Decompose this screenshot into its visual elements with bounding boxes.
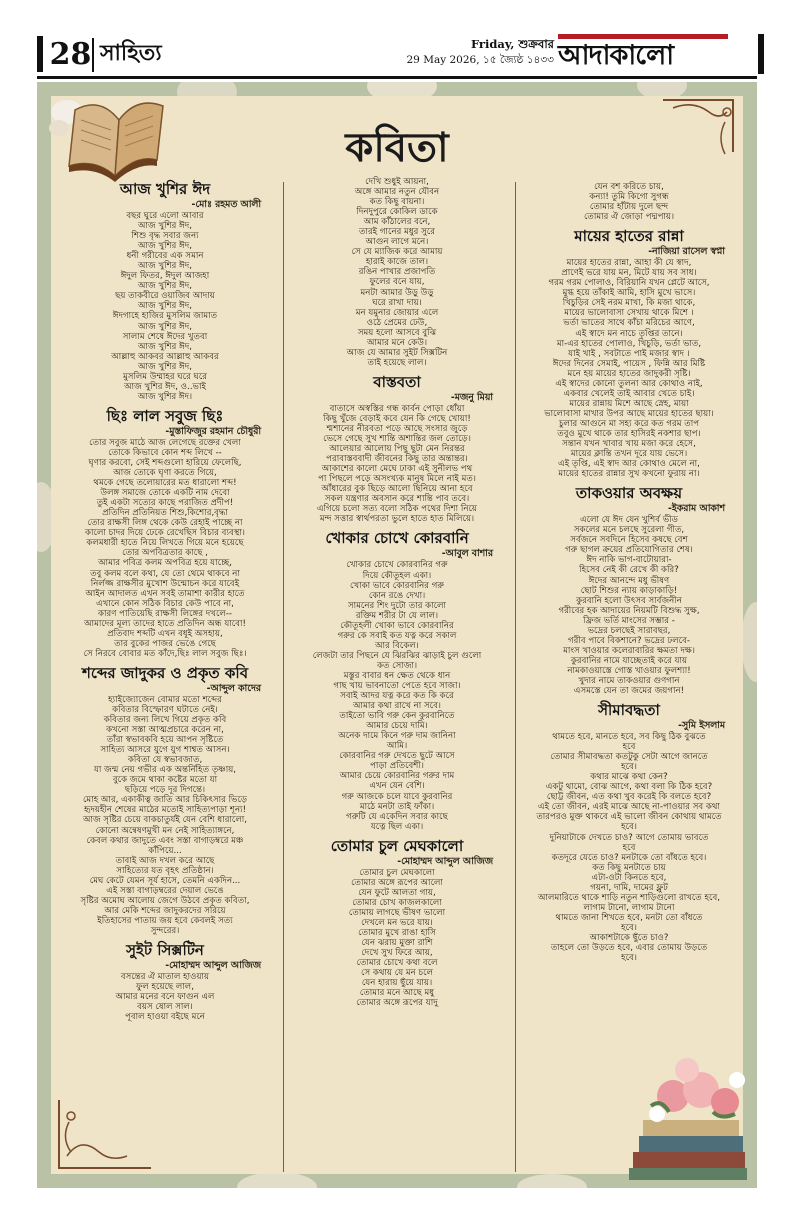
- poem-line: সকল যন্ত্রণার অবসান করে শান্তি পাব তবে।: [324, 494, 470, 505]
- poem-line: সবাই আদর যত্ন করে কত কি করে: [340, 691, 454, 702]
- poem-line: খোকার চোখে কোরবানির গরু: [346, 560, 448, 571]
- poem-line: এই স্বাদে মন নাচে তৃপ্তির তানে।: [575, 328, 683, 339]
- poem-line: ভর্তা ভাতের সাথে কাঁচা মরিচের আণে,: [563, 318, 695, 329]
- poem-line: তাই হয়েছে লাল।: [367, 357, 427, 368]
- poem-line: তোমার চুল মেঘকালো: [359, 867, 435, 878]
- poem-line: সালাম শেষে ঈদের খুতবা: [122, 331, 208, 342]
- flower-decoration: [237, 1172, 317, 1188]
- poem-title: আজ খুশির ঈদ: [119, 180, 211, 198]
- column-divider: [283, 182, 284, 1172]
- poem-line: তবুও মুখে থাকে তার হাসিরই নকশার ছাপ।: [557, 428, 701, 439]
- poem-line: তোমার মুখে রাঙা হাসি: [358, 928, 436, 938]
- poem-line: ঈদ নাকি ভাগ-বাটোয়ারা-: [586, 555, 672, 566]
- poem-line: মাংস খাওয়ার কলেরাবারির ক্ষমতা দক্ষ।: [563, 645, 695, 656]
- poem-line: মায়ের হাতের রান্নার সুখ কখনো ফুরায় না।: [558, 469, 700, 480]
- poem-line: লেজটা তার পিছনে যে ঝিরঝির ঝাড়াই চুল গুলো: [312, 650, 482, 661]
- poem-line: গয়না, দামি, দামের ফ্লুট: [590, 882, 668, 893]
- poem-line: কৌতূহলী খোকা ভাবে কোরবানির: [340, 620, 454, 631]
- poem-line: হবে।: [621, 822, 637, 833]
- poem-line: পরাবাস্তববাদী জীবনের কিছু তার অন্তান্তর।: [326, 454, 468, 465]
- poem-line: যেন হারায় ছুঁয়ে যায়।: [361, 978, 433, 989]
- poem-line: কত কিছু বায়না।: [369, 197, 425, 208]
- poem-line: থমকে গেছে তলোয়ারের মত ধারালো শব্দ!: [93, 478, 237, 489]
- poem-line: তাইতো ভাবি গরু কেন কুরবানিতে: [339, 711, 455, 722]
- poem-line: আজ তোকে ঘৃণা করতে গিয়ে,: [113, 468, 217, 479]
- poem-line: গরুর কে সবাই কত যত্ন করে সকাল: [337, 630, 457, 641]
- poem-line: আজ খুশির ঈদ,: [138, 281, 192, 292]
- poem-line: আর বিকেল।: [375, 640, 419, 651]
- poet-name: -মোহাম্মদ আব্দুল আজিজ: [165, 960, 261, 972]
- poem-line: সর্বজনে সবদিনে হিসেব কষছে বেশ: [570, 535, 688, 546]
- poem-title: সুইট সিক্সটিন: [126, 941, 204, 960]
- poem-column-2: [291, 177, 503, 1008]
- poem-line: দুনিয়াটাকে দেখতে চাও? আগে তোমায় ভাবতে: [549, 832, 709, 843]
- poem-line: একটু থামো, বোঝ আগে, কথা বলা কি ঠিক হবে?: [545, 782, 713, 793]
- poem-line: আকাশটাকে ছুঁতে চাও?: [589, 933, 669, 943]
- poem-line: রঙিন পাখার প্রজাপতি: [358, 267, 436, 278]
- poem-line: ঈদুল ফিতর, ঈদুল আজহা: [120, 271, 210, 282]
- poem-line: আজ খুশির ঈদ,: [138, 301, 192, 312]
- poem-line: বসন্তের ঐ মাতাল হাওয়ায়: [120, 972, 210, 983]
- poem-line: সে যে ম্যাজিক করে আমায়: [351, 247, 443, 258]
- poem-line: সাহিত্যের যত বৃহৎ প্রতিষ্ঠান।: [116, 865, 214, 876]
- poem-line: তাবাই আজ দখল করে আছে: [115, 855, 215, 866]
- poem-line: মুগ্ধ হয়ে তাঁকাই আমি, হাসি মুখে ভাসে।: [562, 288, 696, 299]
- poem-line: বাতাসে অস্বস্তির গন্ধ কার্বন পোড়া ধোঁয়া: [329, 403, 465, 414]
- poem-line: মায়ের ক্লান্তি তখন দূরে যায় ভেসে।: [570, 449, 688, 460]
- poem-line: সময় হলো আসবে বুঝি: [357, 327, 437, 338]
- poem-line: গাছ খায় ভাবনাতো পেতে হবে সাজা।: [333, 681, 461, 692]
- poem-line: কতদূরে যেতে চাও? মনটাকে তো বাঁধতে হবে।: [551, 852, 707, 863]
- poem-line: বুকে জমে থাকা কষ্টের মতো যা: [112, 775, 218, 786]
- poem-line: হবে: [622, 742, 636, 753]
- poet-name: -আব্দুল কাদের: [206, 682, 261, 694]
- poem-line: ঘরে রাখা দায়।: [372, 297, 422, 308]
- poem-line: ছোট শিশুর ন্যায় কাড়াকাড়ি!: [580, 585, 678, 596]
- poem-line: কন্যা! তুমি কিগো সুগন্ধ: [589, 192, 669, 203]
- poem-line: মনটা আমার উড়ু উড়ু: [360, 287, 434, 298]
- poem-line: যাই খাই , সবটাতে পাই মজার স্বাদ ।: [568, 348, 690, 359]
- poem-line: আজ খুশির ঈদ,: [138, 221, 192, 232]
- corner-swirl: [51, 1096, 161, 1176]
- flower-decoration: [517, 1174, 587, 1188]
- poem-line: ফুলের বনে যায়,: [369, 277, 425, 288]
- corner-swirl: [653, 92, 743, 162]
- section-name: সাহিত্য: [100, 41, 162, 66]
- poem-line: কালো চাদর দিয়ে ঢেকে রেখেছিস বিচার ব্যবস্থা।: [85, 528, 245, 539]
- flower-decoration: [741, 602, 757, 682]
- poem-line: তাঁরা স্বভাবকবি হয়ে আপন সৃষ্টিতে: [106, 735, 224, 746]
- poem-line: তোমার ঐ জোড়া পদ্মপায়।: [583, 212, 675, 223]
- poem-line: কেবল কথার জাদুতে এবং সস্তা বাগাড়ম্বরে মঞ্চ: [86, 835, 244, 846]
- poem-title: সীমাবদ্ধতা: [598, 701, 660, 720]
- poem-line: দিয়ে কৌতূহল একা।: [362, 570, 432, 581]
- poem-line: আঁধারের বুক ছিড়ে আলো ছিনিয়ে আনা হবে: [321, 484, 473, 495]
- masthead-logo[interactable]: [558, 34, 764, 74]
- poem-line: মন যমুনার জোয়ার এলে: [355, 307, 439, 318]
- poem-line: মায়ের রান্নায় মিশে আছে স্নেহ, মায়া: [569, 398, 689, 409]
- poem-line: একবার খেলেই তাই আবার খেতে চাই।: [563, 388, 695, 399]
- poem-line: যত্নে ছিল একা।: [370, 821, 424, 832]
- poem-line: থামতে হবে, মানতে হবে, সব কিছু ঠিক বুঝতে: [552, 732, 706, 743]
- poem-line: মোহ আর, একাকীত্ব জাতি আর চিকিৎসার ভিড়ে: [82, 795, 248, 806]
- poem-line: নামকাওয়াস্তে গোস্ত খাওয়ার ফুলশ্যা!: [567, 665, 691, 676]
- poem-line: অঙ্গে আমার নতুন যৌবন: [354, 187, 440, 198]
- poem-line: গরম গরম পোলাও, বিরিয়ানি যখন প্লেটে আসে,: [548, 278, 710, 289]
- poem-line: দিনদুপুরে কোকিল ডাকে: [356, 207, 438, 218]
- poet-name: -আবুল বাশার: [441, 548, 493, 560]
- poem-line: যা জন্ম নেয় গভীর এক অন্তর্নিহিত তৃষ্ণায়,: [93, 765, 237, 776]
- poem-line: আর মেকি শব্দের জাদুকরদের সরিয়ে: [104, 905, 226, 916]
- poem-line: সুন্দরের।: [150, 926, 180, 936]
- poem-line: ধনী গরীবের এক সমান: [126, 251, 204, 262]
- poem-line: খুদার নামে তাকওয়ার গুণগান: [578, 675, 680, 686]
- poem-line: কবিতা যে স্বভাবজাত,: [127, 755, 203, 766]
- poem-line: তবু কলম বলে কথা, যে তো থেমে থাকবে না: [90, 568, 240, 579]
- poem-title: তাকওয়ার অবক্ষয়: [575, 484, 683, 503]
- paper-name: আদাকালো: [558, 40, 674, 71]
- poem-line: আজ খুশির ঈদ, ও..ভাই: [124, 381, 206, 392]
- poem-line: গরু ছাগল ক্রয়ের প্রতিযোগিতার শেষ।: [565, 545, 693, 556]
- poem-line: যেন ঝরায় মুক্তা রাশি: [361, 938, 433, 949]
- poem-line: হবে: [622, 842, 636, 853]
- poem-line: মনে হয় মায়ের হাতের জাদুকরী সৃষ্টি।: [567, 368, 691, 379]
- poem-line: অনেক দামে কিনে গরু দাম জানিনা: [338, 731, 456, 742]
- poem-line: আমার চেয়ে কোরবানির গরুর দাম: [339, 771, 455, 782]
- poem-line: তার বুকের পাজর ভেঙে গেছে: [114, 638, 216, 649]
- poem-line: কত কিছু মনটাতে চায়: [592, 862, 666, 873]
- column-divider: [515, 182, 516, 1172]
- poem-line: আজ খুশির ঈদ।: [137, 391, 193, 402]
- poem-line: হৃদয়হীন শেষের মাঠের মতোই সাহিত্যপাড়া শূন্য!: [83, 805, 247, 816]
- poem-title: শব্দের জাদুকর ও প্রকৃত কবি: [81, 663, 249, 682]
- poet-name: -ইকরাম আকাশ: [668, 503, 725, 515]
- poem-line: তোমায় লাগছে ভীষণ ভালো: [348, 907, 446, 918]
- poem-line: ছোট্ট জীবন, এত কথা খুব করেই কি বলতে হবে?: [546, 792, 712, 803]
- header-divider: [92, 38, 94, 72]
- poem-line: কুরবানি হলো উৎসব সার্বজনীন: [576, 595, 682, 606]
- poem-line: আইন আদালত এখন সবই তামাশা কারীর হাতে: [85, 588, 245, 599]
- poem-line: আম কাঁঠালের বনে,: [363, 217, 431, 228]
- masthead-strip: [558, 34, 728, 39]
- poem-line: সকলের মনে চলছে সুরেলা গীত,: [573, 525, 685, 536]
- poem-line: কাঁপিয়ে...: [148, 845, 182, 856]
- issue-day: Friday, শুক্রবার: [470, 37, 554, 51]
- poem-line: শ্মশানের নীরবতা পড়ে আছে সংসার জুড়ে: [326, 423, 468, 434]
- poem-line: কলমধারী হাতে নিয়ে লিখতে গিয়ে মনে হয়েছে: [86, 538, 244, 549]
- poem-line: খোকা ভাবে কোরবানির গরু: [350, 580, 444, 591]
- poem-line: এখানে কোন সঠিক বিচার কেউ পাবে না,: [96, 598, 234, 609]
- poem-line: হিসেব নেই কী রেখে কী করি?: [579, 565, 679, 576]
- poem-line: তোমার চোখে কথা বলে: [356, 958, 438, 969]
- poem-line: মায়ের ভালোবাসা সেখায় থাকে মিশে ।: [564, 308, 694, 319]
- poem-line: বয়স ষোল সাল।: [137, 1002, 193, 1013]
- poem-line: ভেসে গেছে সুখ শান্তি অশান্তির জল তোড়ে।: [323, 434, 471, 445]
- poem-line: এসমস্তে যেন তা জমের জয়গান!: [573, 686, 685, 697]
- poetry-poster: [37, 82, 757, 1188]
- poem-line: চুলার আগুনে মা সহ্য করে কত গরম তাপ: [558, 418, 700, 429]
- poem-line: এটা-ওটা কিনতে হবে,: [591, 872, 667, 883]
- poem-line: ভালোবাসা মাখার উপর আছে মায়ের হাতের ছায়া।: [544, 408, 714, 419]
- poem-line: গরুটি যে একেদিন সবার কাছে: [346, 811, 448, 822]
- poem-line: তোর অপবিত্রতার কাছে ,: [122, 548, 208, 559]
- poem-line: মায়ের হাতের রান্না, আহা কী যে স্বাদ,: [566, 258, 692, 269]
- poem-line: সামনের শিং দুটো তার কালো: [347, 600, 447, 611]
- poem-line: আজ খুশির ঈদ,: [138, 361, 192, 372]
- poem-line: আজ খুশির ঈদ,: [138, 341, 192, 352]
- poem-line: মন্দ সত্তার স্বার্থপরতা ভুলে হাতে হাত মিলিয়ে।: [319, 514, 475, 525]
- poem-line: তোর সবুজ মাঠে আজ লেগেছে রক্তের খেলা: [89, 437, 241, 448]
- poem-title: মায়ের হাতের রান্না: [574, 227, 684, 246]
- poem-line: তোমার মনে আছে মধু: [359, 988, 435, 999]
- page-number: 28: [37, 36, 98, 72]
- poem-line: আমার চেয়ে দামি।: [366, 721, 428, 732]
- poem-line: আমার মনে কেউ।: [366, 337, 428, 348]
- poem-line: যেন ফুটে আলতা গায়,: [358, 887, 436, 898]
- poem-line: আজ যে আমার সুইট সিক্সটিন: [346, 347, 448, 358]
- poem-line: দেখি শুধুই আয়না,: [365, 177, 429, 187]
- poem-line: আমার মনের বনে ফাগুন এল: [115, 992, 215, 1003]
- poem-line: তোকে কিভাবে কোন শব্দ লিখে --: [108, 447, 222, 458]
- poem-line: আজ খুশির ঈদ,: [138, 241, 192, 252]
- poem-line: হ্যাইজ্যোজেন বোমার মতো শব্দের: [108, 694, 222, 705]
- poem-line: সাহিত্য আসরে যুগে যুগ শাশ্বত আসন।: [100, 745, 230, 756]
- poem-line: ভদ্রের চলছেই সারাবছর,: [587, 625, 671, 636]
- issue-info: [407, 36, 555, 68]
- page-title: কবিতা: [345, 125, 449, 171]
- poem-line: কবিতার বিস্ফোরণ ঘটাতে নেই।: [112, 704, 218, 715]
- poem-line: এই তৃপ্তি, এই স্বাদ আর কোথাও মেলে না,: [558, 459, 700, 470]
- poem-line: তারপরও মুক্ত থাকবে এই ভালো জীবন কোথায় থামতে: [536, 812, 722, 823]
- poem-line: গরীব পাবে বিকশানে? ভদ্রের ঢলবে-: [568, 635, 690, 646]
- poem-line: আলমারিতে থাকে শাড়ি নতুন শাড়িগুলো রাখতে হবে,: [538, 892, 720, 903]
- poem-line: হারাই কাজে তাল।: [365, 257, 429, 268]
- poem-line: কত সোজা।: [376, 660, 418, 671]
- poet-name: -মোহাম্মদ আব্দুল আজিজ: [397, 855, 493, 867]
- poet-name: -নাজিয়া রাসেল স্বপ্না: [648, 246, 725, 258]
- poem-line: সে কথায় যে মন চলে: [360, 968, 434, 979]
- poem-line: মেঘ কেটে যেমন সূর্য হাসে, তেমনি একদিন...: [89, 875, 241, 886]
- poem-line: ইতিহাসের পাতায় জয় হবে কেবলই সত্য: [97, 915, 233, 926]
- poem-line: তোমার সীমাবদ্ধতা কতটুকু সেটা আগে জানতে: [550, 752, 708, 763]
- poem-line: ওঠে প্রেমের ঢেউ,: [366, 317, 428, 328]
- poem-line: কথার মাঝে কথা কেন?: [590, 772, 668, 783]
- poem-line: দেখে সুখ ফিরে আয়,: [361, 948, 433, 959]
- poem-line: এগিয়ে চলো সত্য বলো সঠিক পথের দিশা নিয়ে: [317, 504, 477, 515]
- poem-line: আকাশের কালো মেঘে ঢাকা এই সুনীলভ পথ: [321, 464, 473, 475]
- flower-bouquet: [621, 1040, 751, 1180]
- poem-line: হবে।: [621, 922, 637, 933]
- poet-name: -মজনু মিয়া: [450, 391, 493, 403]
- poem-line: আগুন লাগে মনে।: [365, 237, 429, 248]
- poem-line: এই তো জীবন, এরই মাঝে আছে না-পাওয়ার সব কথা: [538, 802, 720, 813]
- poem-line: কুরবানির নামে যাচ্ছেতাই করে যায়: [570, 655, 688, 666]
- poem-line: কোন রঙে দেখা।: [368, 590, 426, 601]
- poem-line: ফ্রিজ ভর্তি মাংসের সম্ভার -: [583, 615, 675, 626]
- poem-line: ঈদের দিনের সেমাই, পায়েস , ফিন্নি আর মিষ্টি: [552, 358, 706, 369]
- poem-line: প্রাণেই ভরে যায় মন, মিটে যায় সব সাধ।: [561, 268, 697, 279]
- poem-line: মাঠে মনটা তাই ফাঁকা।: [359, 801, 435, 812]
- poem-line: বছর ঘুরে এলো আবার: [126, 211, 204, 221]
- poem-line: ছড়িয়ে পড়ে দূর দিগন্তে।: [124, 785, 206, 796]
- poem-line: পূবাল হাওয়া বইছে মনে: [125, 1012, 205, 1023]
- poem-line: ঈদগাহে হাজির মুসলিম জামাত: [112, 311, 218, 322]
- poem-line: আজ খুশির ঈদ,: [138, 261, 192, 272]
- poem-line: এই সস্তা বাগাড়ম্বরের দেয়াল ভেঙে: [106, 885, 224, 896]
- poem-line: খিচুড়ির সেই নরম মাখা, কি মজা থাকে,: [562, 298, 696, 309]
- poem-line: কবিতার জন্য লিখে গিয়ে প্রকৃত কবি: [103, 715, 227, 726]
- poem-line: প্রতিদিন প্রতিনিয়ত শিশু,কিশোর,বৃদ্ধা: [102, 508, 228, 519]
- poem-line: হবে।: [621, 762, 637, 773]
- poem-line: কারণ পাতিয়েছি রাক্ষসী লিঙ্গের দখলে--: [97, 608, 233, 619]
- page-header: [0, 0, 792, 80]
- poem-line: আজ সৃষ্টির চেয়ে বাকচাতুর্যই যেন বেশি ধারালো,: [82, 815, 248, 826]
- poem-line: আল্লাহু আকবর আল্লাহু আকবর: [111, 351, 219, 362]
- poem-line: তোমার হাঁটায় দুলে ছন্দ: [589, 202, 669, 213]
- poet-name: -মুস্তাফিজুর রহমান চৌধুরী: [165, 425, 261, 437]
- poem-line: ঈদের আনন্দে মধু ভীষণ: [588, 575, 670, 586]
- poem-line: ফুল হয়েছে লাল,: [136, 982, 194, 993]
- poet-name: -সুমি ইসলাম: [678, 720, 725, 732]
- poem-line: যেন বশ করিতে চায়,: [594, 182, 664, 192]
- poem-line: ঘৃণার করবো, সেই শব্দগুলো হারিয়ে ফেলেছি,: [88, 457, 242, 468]
- poem-line: আমি।: [386, 741, 408, 752]
- poem-title: ছিঃ লাল সবুজ ছিঃ: [106, 406, 224, 425]
- poem-line: মুসলিম উম্মাহর ঘরে ঘরে: [122, 371, 208, 382]
- poem-title: বাস্তবতা: [373, 372, 421, 391]
- poem-line: এই স্বাদের কোনো তুলনা আর কোথাও নাই,: [555, 378, 703, 389]
- poem-line: কখনো সস্তা আত্মপ্রচারে করেন না,: [106, 725, 224, 736]
- poem-line: পাড়া প্রতিবেশী।: [370, 761, 424, 772]
- poem-line: মস্তুর বাবার ধন ক্ষেত থেকে ধান: [343, 670, 451, 681]
- poem-line: এলো যে ঈদ যেন খুশির্ব ভীড: [580, 515, 678, 526]
- poem-column-1: [59, 175, 271, 1022]
- poem-line: শিশু বৃদ্ধ সবার জন্য: [131, 231, 199, 242]
- poem-line: আমার পবিত্র কলম অপবিত্র হয়ে যাচ্ছে,: [98, 558, 232, 569]
- poem-line: কিছু খুঁজে বেড়াই কবে যেন কি গেছে খোয়া!: [323, 413, 471, 424]
- poem-line: আজ খুশির ঈদ,: [138, 321, 192, 332]
- poem-line: লাগাম টানো, লাগাম টানো: [583, 902, 675, 913]
- poem-line: তোমার অঙ্গে রূপের আলো: [351, 877, 443, 888]
- poem-line: সন্তান যখন খাবার খায় মজা করে হেসে,: [562, 439, 696, 450]
- poem-line: মা-এর হাতের পোলাও, খিচুড়ি, ভর্তা ভাত,: [556, 338, 702, 349]
- poem-line: প্রতিবাদ শব্দটি এখন বধূই অসহায়,: [107, 628, 223, 639]
- poem-line: আমার কথা রাখে না সবে।: [353, 701, 441, 712]
- poem-line: উলঙ্গ সমাজে তোকে একটি নাম দেবো: [100, 488, 230, 499]
- poem-line: তুই একটা সত্যের কাছে পরাজিত প্রদীপ!: [96, 498, 234, 509]
- poem-line: থামতে জানা শিখতে হবে, মনটা তো বাঁধতে: [555, 912, 703, 923]
- poem-line: গরীবের হক আদায়ের নিয়মটি বিশুদ্ধ সুক্ষ,: [558, 605, 700, 616]
- poem-line: তোমার চোখ কাজলকালো: [352, 897, 442, 908]
- poem-line: তাহলে তো উড়তে হবে, এবার তোমায় উড়তে: [550, 943, 708, 954]
- poem-line: তোর রাক্ষসী লিঙ্গ থেকে কেউ রেহাই পাচ্ছে না: [87, 518, 243, 529]
- poem-line: রক্তিম শরীর টা যে লাল।: [355, 610, 439, 621]
- poem-line: তারই গানের মধুর সুরে: [359, 227, 435, 238]
- poem-line: গরু আজকে চলে যাবে কুরবানির: [341, 791, 453, 802]
- poem-line: সৃষ্টির অমোঘ আলোয় জেগে উঠবে প্রকৃত কবিতা,: [80, 895, 250, 906]
- poem-title: খোকার চোখে কোরবানি: [325, 529, 469, 548]
- poem-line: কোরবানির গরু দেখতে ছুটে আসে: [339, 751, 455, 762]
- poem-line: দেখলে মন ভরে যায়।: [361, 917, 433, 928]
- poem-line: ছয় তাকবীরে ওয়াজিব আদায়: [115, 291, 215, 302]
- poem-line: তোমার অঙ্গে রূপের যাদু: [356, 998, 438, 1009]
- poem-column-3: [523, 182, 735, 963]
- poem-line: সে নিরবে বোবার মত কাঁদে,ছিঃ লাল সবুজ ছিঃ।: [83, 648, 247, 659]
- poem-line: আলেয়ার আলোয় পিছু ছুটা মেন নিরন্তর: [329, 444, 465, 455]
- poem-line: নির্লজ্জ রাক্ষসীর মুখোশ উন্মোচন করে যাবেই: [90, 578, 240, 589]
- poem-title: তোমার চুল মেঘকালো: [330, 836, 464, 855]
- poem-line: পা পিছলে পড়ে অসংখ্যক মানুষ মিলে নাই মত।: [318, 474, 476, 485]
- poem-line: আমাদের মূল্য তাদের হাতে প্রতিদিন অন্ধ যাবো!: [84, 618, 246, 629]
- book-illustration: [45, 90, 175, 182]
- header-rule: [37, 76, 757, 79]
- poem-line: হবে।: [621, 953, 637, 964]
- issue-date: 29 May 2026, ১৫ জ্যৈষ্ঠ ১৪৩৩: [406, 54, 554, 66]
- poet-name: -মোঃ রহমত আলী: [191, 199, 261, 210]
- poem-line: কোনো অন্বেষণমুখী মন নেই সাহিত্যাঙ্গনে,: [95, 825, 235, 836]
- poem-line: এখন যেন বেশি।: [369, 781, 425, 792]
